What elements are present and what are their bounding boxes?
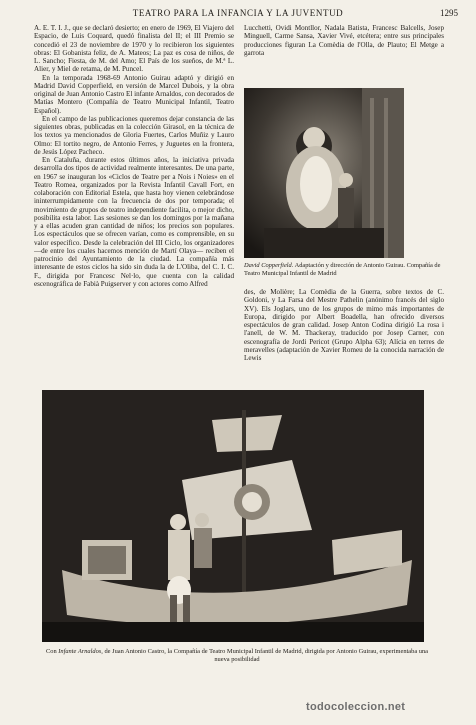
caption-top bbox=[244, 262, 444, 277]
watermark-text: todocoleccion.net bbox=[306, 701, 406, 713]
right-text-column-bottom bbox=[244, 288, 444, 394]
left-text-column bbox=[34, 24, 234, 394]
paragraph: En Cataluña, durante estos últimos años, la iniciativa privada desarrolla dos tipos de actividad realmente interesantes. De una parte, en 1967 se inauguran los «Ciclos de Teatre per a Nois i Noies» en el Teatro Romea, organizados por la Revista Infantil Cavall Fort, en colaboración con Editorial Estela, que hasta hoy vienen celebrándose ininterrumpidamente con la frecuencia de dos por temporada; el movimiento de grupos de teatro independiente facilita, o mejor dicho, posibilita esta labor. Las sesiones se dan los domingos por la mañana y a ellas acuden gran cantidad de niños; los precios son populares. Los espectáculos que se ofrecen varían, como es comprensible, en su valor específico. Desde la celebración del III Ciclo, los organizadores —de entre los cuales hacemos mención de Martí Olaya— reciben el patrocinio del Ayuntamiento de la ciudad. La compañía más interesante de estos ciclos ha sido sin duda la de L'Oliba, del C. I. C. F., dirigida por Francesc Nel·lo, que cuenta con la calidad escenográfica de Fabià Puigserver y con actores como Alfred bbox=[34, 156, 234, 288]
paragraph: En la temporada 1968-69 Antonio Guirau adaptó y dirigió en Madrid David Copperfield, en versión de Marcel Dubois, y la obra original de Juan Antonio Castro El infante Arnaldos, con decorados de Matías Montero (Compañía de Teatro Municipal Infantil, Teatro Español). bbox=[34, 73, 234, 115]
photo-david-copperfield bbox=[244, 88, 404, 258]
paragraph: A. E. T. I. J., que se declaró desierto; en enero de 1969, El Viajero del Espacio, de Luis Coquard, quedó finalista del II; el III Premio se concedió el 23 de noviembre de 1970 y lo recibieron los siguientes obras: El Gobanista feliz, de A. Mateos; La paz es cosa de niños, de L. Sancho; Fiesta, de M. del Amo; El País de los sueños, de M.ª L. Alier, y Miel de retama, de M. Puncel. bbox=[34, 24, 234, 74]
caption-bottom bbox=[42, 648, 432, 663]
watermark-logo bbox=[306, 701, 456, 717]
page-header bbox=[0, 8, 476, 22]
right-text-column-top bbox=[244, 24, 444, 84]
paragraph: Lucchetti, Ovidi Montllor, Nadala Batista, Francesc Balcells, Josep Minguell, Carme Sansa, Xavier Vivé, etcétera; entre sus principales producciones figuran La Comèdia de l'Olla, de Plauto; El Metge a garrota bbox=[244, 24, 444, 57]
caption-text: Adaptación y dirección de Antonio Guirau. Compañía de Teatro Municipal Infantil de Madrid bbox=[244, 262, 441, 277]
running-title: TEATRO PARA LA INFANCIA Y LA JUVENTUD bbox=[132, 8, 344, 18]
caption-title: David Copperfield. bbox=[244, 262, 294, 269]
caption-text: de Juan Antonio Castro, la Compañía de Teatro Municipal Infantil de Madrid, dirigida por Antonio Guirau, experimentaba una nueva posibilidad bbox=[102, 648, 428, 663]
page-number: 1295 bbox=[440, 8, 458, 18]
photo-infante-arnaldos bbox=[42, 390, 424, 642]
paragraph: En el campo de las publicaciones queremos dejar constancia de las siguientes obras, publicadas en la colección Girasol, en la técnica de los textos ya mencionados de Gloria Fuertes, Carlos Muñiz y Lauro Olmo: El tortito negro, de Antonio Ferres, y Juguetes en la frontera, de Jesús López Pacheco. bbox=[34, 114, 234, 156]
caption-prefix: Con bbox=[46, 648, 59, 655]
caption-title: Infante Arnaldos, bbox=[58, 648, 103, 655]
paragraph: des, de Molière; La Comèdia de la Guerra, sobre textos de C. Goldoni, y La Farsa del Mestre Pathelin (anónimo francés del siglo XV). Els Joglars, uno de los grupos de mimo más importantes de Europa, dirigido por Albert Boadella, han ofrecido diversos espectáculos de gran calidad. Josep Anton Codina dirigió La rosa i l'anell, de W. M. Thackeray, traducido por Josep Carner, con escenografía de Jordi Pericot (Grupo Alpha 63); Alícia en terres de meravelles (adaptación de Xavier Romeu de la conocida narración de Lewis bbox=[244, 288, 444, 362]
